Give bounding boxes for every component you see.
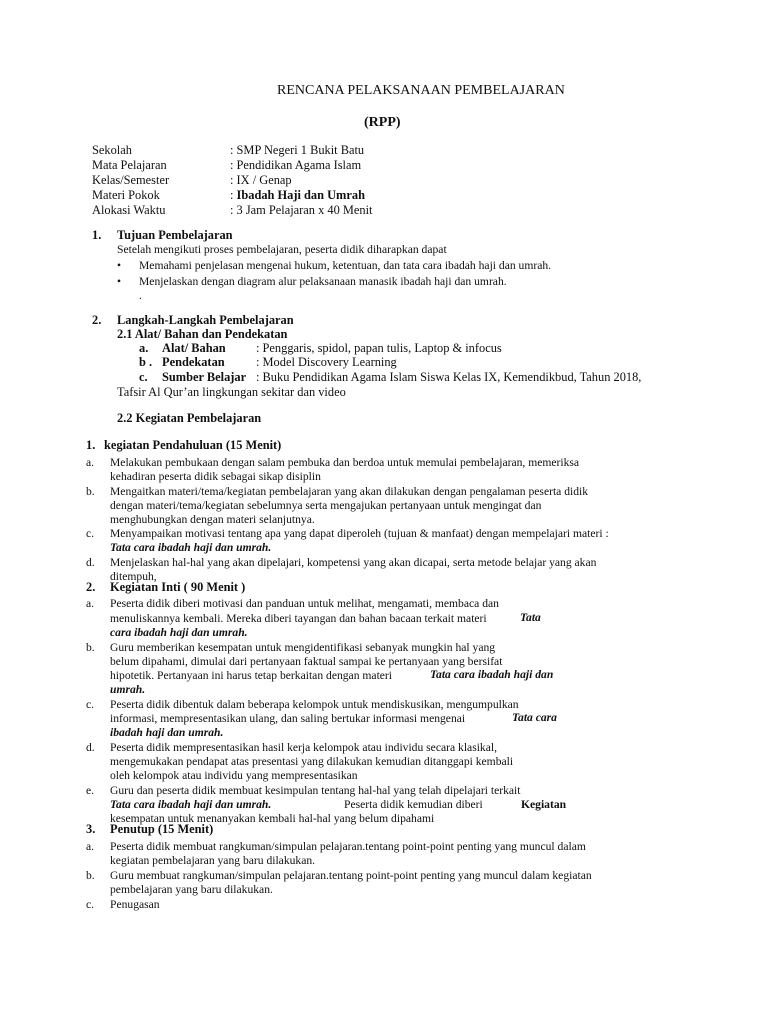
list-text: oleh kelompok atau individu yang mempresentasikan — [110, 769, 358, 782]
list-text: Guru dan peserta didik membuat kesimpulan tentang hal-hal yang telah dipelajari terkait — [110, 784, 521, 797]
item-value: : Buku Pendidikan Agama Islam Siswa Kelas IX, Kemendikbud, Tahun 2018, — [256, 370, 642, 384]
list-text: Peserta didik dibentuk dalam beberapa kelompok untuk mendiskusikan, mengumpulkan — [110, 698, 519, 711]
list-text: Mengaitkan materi/tema/kegiatan pembelajaran yang akan dilakukan dengan pengalaman peserta didik — [110, 485, 589, 498]
list-marker: a. — [86, 456, 95, 469]
identity-value: : SMP Negeri 1 Bukit Batu — [230, 143, 365, 157]
list-text: kegiatan pembelajaran yang baru dilakukan. — [110, 854, 316, 867]
identity-label: Sekolah — [92, 143, 132, 157]
list-text-emphasis: Tata cara ibadah haji dan umrah. — [110, 798, 272, 811]
list-text-emphasis: cara ibadah haji dan umrah. — [110, 626, 248, 639]
list-marker: d. — [86, 556, 95, 569]
item-value-continuation: Tafsir Al Qur’an lingkungan sekitar dan video — [117, 385, 346, 399]
bullet-icon: • — [117, 259, 122, 272]
item-marker: c. — [139, 370, 148, 384]
list-text: kesempatan untuk menanyakan kembali hal-hal yang belum dipahami — [110, 812, 435, 825]
list-marker: b. — [86, 869, 95, 882]
list-marker: c. — [86, 698, 95, 711]
list-text: Menjelaskan hal-hal yang akan dipelajari, kompetensi yang akan dicapai, serta metode belajar yang akan — [110, 556, 597, 569]
item-marker: b . — [139, 355, 153, 369]
section-heading: Langkah-Langkah Pembelajaran — [117, 313, 294, 327]
section-number: 1. — [92, 228, 102, 242]
list-marker: e. — [86, 784, 95, 797]
item-label: Alat/ Bahan — [162, 341, 226, 355]
stray-dot: . — [139, 289, 142, 302]
item-value: : Model Discovery Learning — [256, 355, 397, 369]
subsection-heading: 2.2 Kegiatan Pembelajaran — [117, 411, 262, 425]
list-text-bold: Kegiatan — [521, 798, 567, 811]
list-text-emphasis: Tata cara ibadah haji dan umrah. — [110, 541, 272, 554]
list-marker: b. — [86, 641, 95, 654]
list-text: Penugasan — [110, 898, 160, 911]
list-text: pembelajaran yang baru dilakukan. — [110, 883, 273, 896]
activity-heading: Kegiatan Inti ( 90 Menit ) — [110, 580, 246, 594]
list-marker: d. — [86, 741, 95, 754]
list-text-emphasis: ibadah haji dan umrah. — [110, 726, 224, 739]
list-marker: c. — [86, 527, 95, 540]
section-intro: Setelah mengikuti proses pembelajaran, peserta didik diharapkan dapat — [117, 243, 447, 256]
list-text: kehadiran peserta didik sebagai sikap disiplin — [110, 470, 321, 483]
list-text: Peserta didik mempresentasikan hasil kerja kelompok atau individu secara klasikal, — [110, 741, 497, 754]
list-marker: a. — [86, 597, 95, 610]
identity-value: : Ibadah Haji dan Umrah — [230, 188, 365, 202]
list-text: dengan materi/tema/kegiatan sebelumnya serta mengajukan pertanyaan untuk mengingat dan — [110, 499, 542, 512]
identity-label: Alokasi Waktu — [92, 203, 166, 217]
list-marker: b. — [86, 485, 95, 498]
list-text-emphasis: Tata cara ibadah haji dan — [430, 668, 554, 681]
activity-number: 1. — [86, 438, 96, 452]
bullet-text: Menjelaskan dengan diagram alur pelaksanaan manasik ibadah haji dan umrah. — [139, 275, 507, 288]
list-text: belum dipahami, dimulai dari pertanyaan faktual sampai ke pertanyaan yang bersifat — [110, 655, 503, 668]
list-text-emphasis: umrah. — [110, 683, 146, 696]
subsection-heading: 2.1 Alat/ Bahan dan Pendekatan — [117, 327, 288, 341]
list-text: Guru memberikan kesempatan untuk mengidentifikasi sebanyak mungkin hal yang — [110, 641, 496, 654]
list-text: Peserta didik diberi motivasi dan panduan untuk melihat, mengamati, membaca dan — [110, 597, 499, 610]
section-number: 2. — [92, 313, 102, 327]
item-value: : Penggaris, spidol, papan tulis, Laptop & infocus — [256, 341, 502, 355]
list-text-emphasis: Tata cara — [512, 711, 557, 724]
identity-label: Mata Pelajaran — [92, 158, 167, 172]
activity-heading: Penutup (15 Menit) — [110, 822, 214, 836]
bullet-icon: • — [117, 275, 122, 288]
list-text: hipotetik. Pertanyaan ini harus tetap berkaitan dengan materi — [110, 669, 393, 682]
list-text: ditempuh, — [110, 570, 157, 583]
list-text: Guru membuat rangkuman/simpulan pelajaran.tentang point-point penting yang muncul dalam kegiatan — [110, 869, 592, 882]
identity-label: Materi Pokok — [92, 188, 160, 202]
list-text: Peserta didik membuat rangkuman/simpulan pelajaran.tentang point-point penting yang muncul dalam — [110, 840, 586, 853]
item-label: Pendekatan — [162, 355, 225, 369]
list-text: Peserta didik kemudian diberi — [344, 798, 483, 811]
activity-heading: kegiatan Pendahuluan (15 Menit) — [104, 438, 282, 452]
list-text-emphasis: Tata — [520, 611, 541, 624]
activity-number: 3. — [86, 822, 96, 836]
list-marker: a. — [86, 840, 95, 853]
item-label: Sumber Belajar — [162, 370, 247, 384]
list-text: Melakukan pembukaan dengan salam pembuka dan berdoa untuk memulai pembelajaran, memeriksa — [110, 456, 580, 469]
list-marker: c. — [86, 898, 95, 911]
list-text: Menyampaikan motivasi tentang apa yang dapat diperoleh (tujuan & manfaat) dengan mempelajari materi : — [110, 527, 609, 540]
doc-subtitle: (RPP) — [364, 115, 401, 130]
item-marker: a. — [139, 341, 149, 355]
list-text: menuliskannya kembali. Mereka diberi tayangan dan bahan bacaan terkait materi — [110, 612, 487, 625]
list-text: menghubungkan dengan materi selanjutnya. — [110, 513, 315, 526]
identity-label: Kelas/Semester — [92, 173, 170, 187]
identity-value: : IX / Genap — [230, 173, 292, 187]
activity-number: 2. — [86, 580, 96, 594]
identity-value: : 3 Jam Pelajaran x 40 Menit — [230, 203, 373, 217]
doc-title: RENCANA PELAKSANAAN PEMBELAJARAN — [277, 83, 565, 98]
list-text: informasi, mempresentasikan ulang, dan saling bertukar informasi mengenai — [110, 712, 466, 725]
bullet-text: Memahami penjelasan mengenai hukum, ketentuan, dan tata cara ibadah haji dan umrah. — [139, 259, 552, 272]
section-heading: Tujuan Pembelajaran — [117, 228, 233, 242]
identity-value: : Pendidikan Agama Islam — [230, 158, 362, 172]
list-text: mengemukakan pendapat atas presentasi yang dilakukan kemudian ditanggapi kembali — [110, 755, 514, 768]
